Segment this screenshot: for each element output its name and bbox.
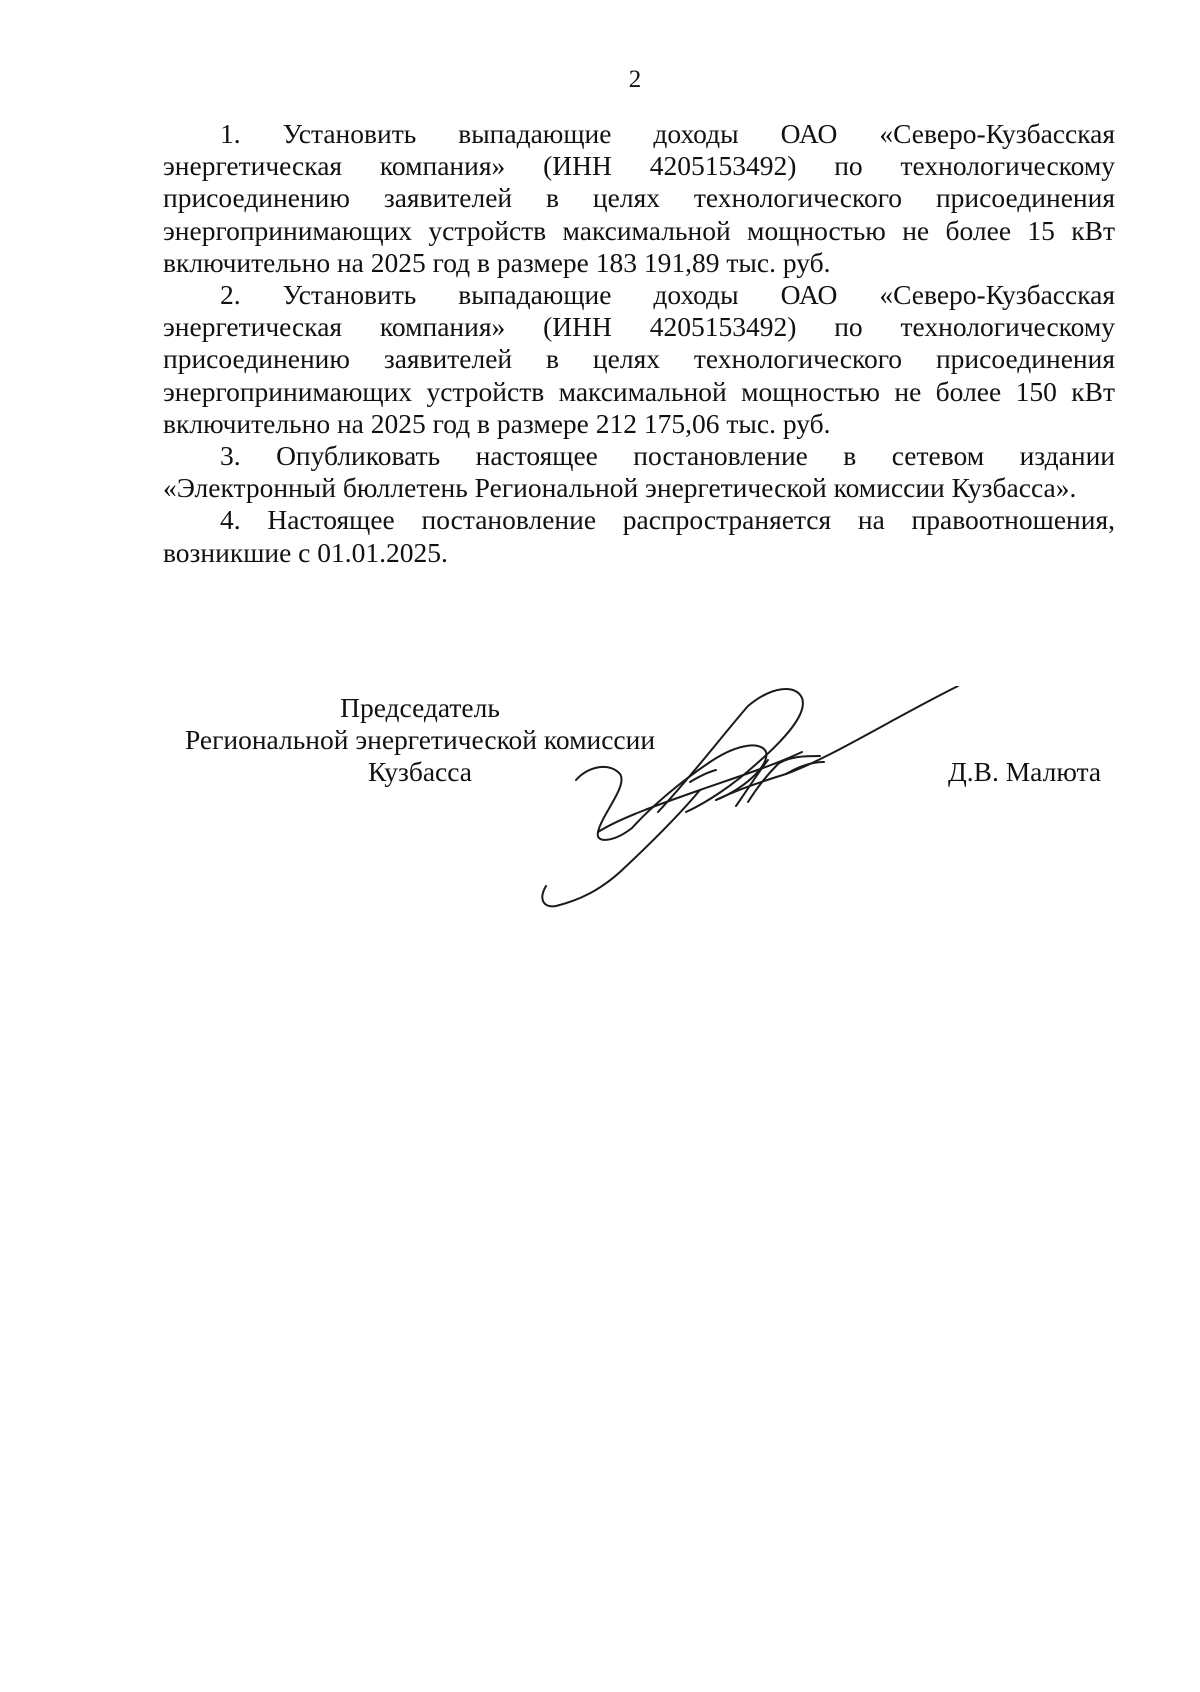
signatory-region: Кузбасса: [367, 756, 473, 787]
handwritten-signature: [540, 686, 960, 916]
document-body: [163, 118, 1115, 569]
paragraph-1: 1. Установить выпадающие доходы ОАО «Северо-Кузбасская энергетическая компания» (ИНН 4205153492) по технологическому присоединению заявителей в целях технологического присоединения энергопринимающих устройств максимальной мощностью не более 15 кВт включительно на 2025 год в размере 183 191,89 тыс. руб.: [163, 118, 1115, 278]
signatory-organization: Региональной энергетической комиссии: [184, 724, 656, 755]
page-number: 2: [628, 66, 642, 93]
paragraph-2: 2. Установить выпадающие доходы ОАО «Северо-Кузбасская энергетическая компания» (ИНН 4205153492) по технологическому присоединению заявителей в целях технологического присоединения энергопринимающих устройств максимальной мощностью не более 150 кВт включительно на 2025 год в размере 212 175,06 тыс. руб.: [163, 279, 1115, 439]
paragraph-3: 3. Опубликовать настоящее постановление в сетевом издании «Электронный бюллетень Региональной энергетической комиссии Кузбасса».: [163, 440, 1115, 504]
signatory-position: Председатель: [340, 692, 500, 723]
paragraph-4: 4. Настоящее постановление распространяется на правоотношения, возникшие с 01.01.2025.: [163, 504, 1115, 568]
signatory-name: Д.В. Малюта: [948, 756, 1102, 787]
